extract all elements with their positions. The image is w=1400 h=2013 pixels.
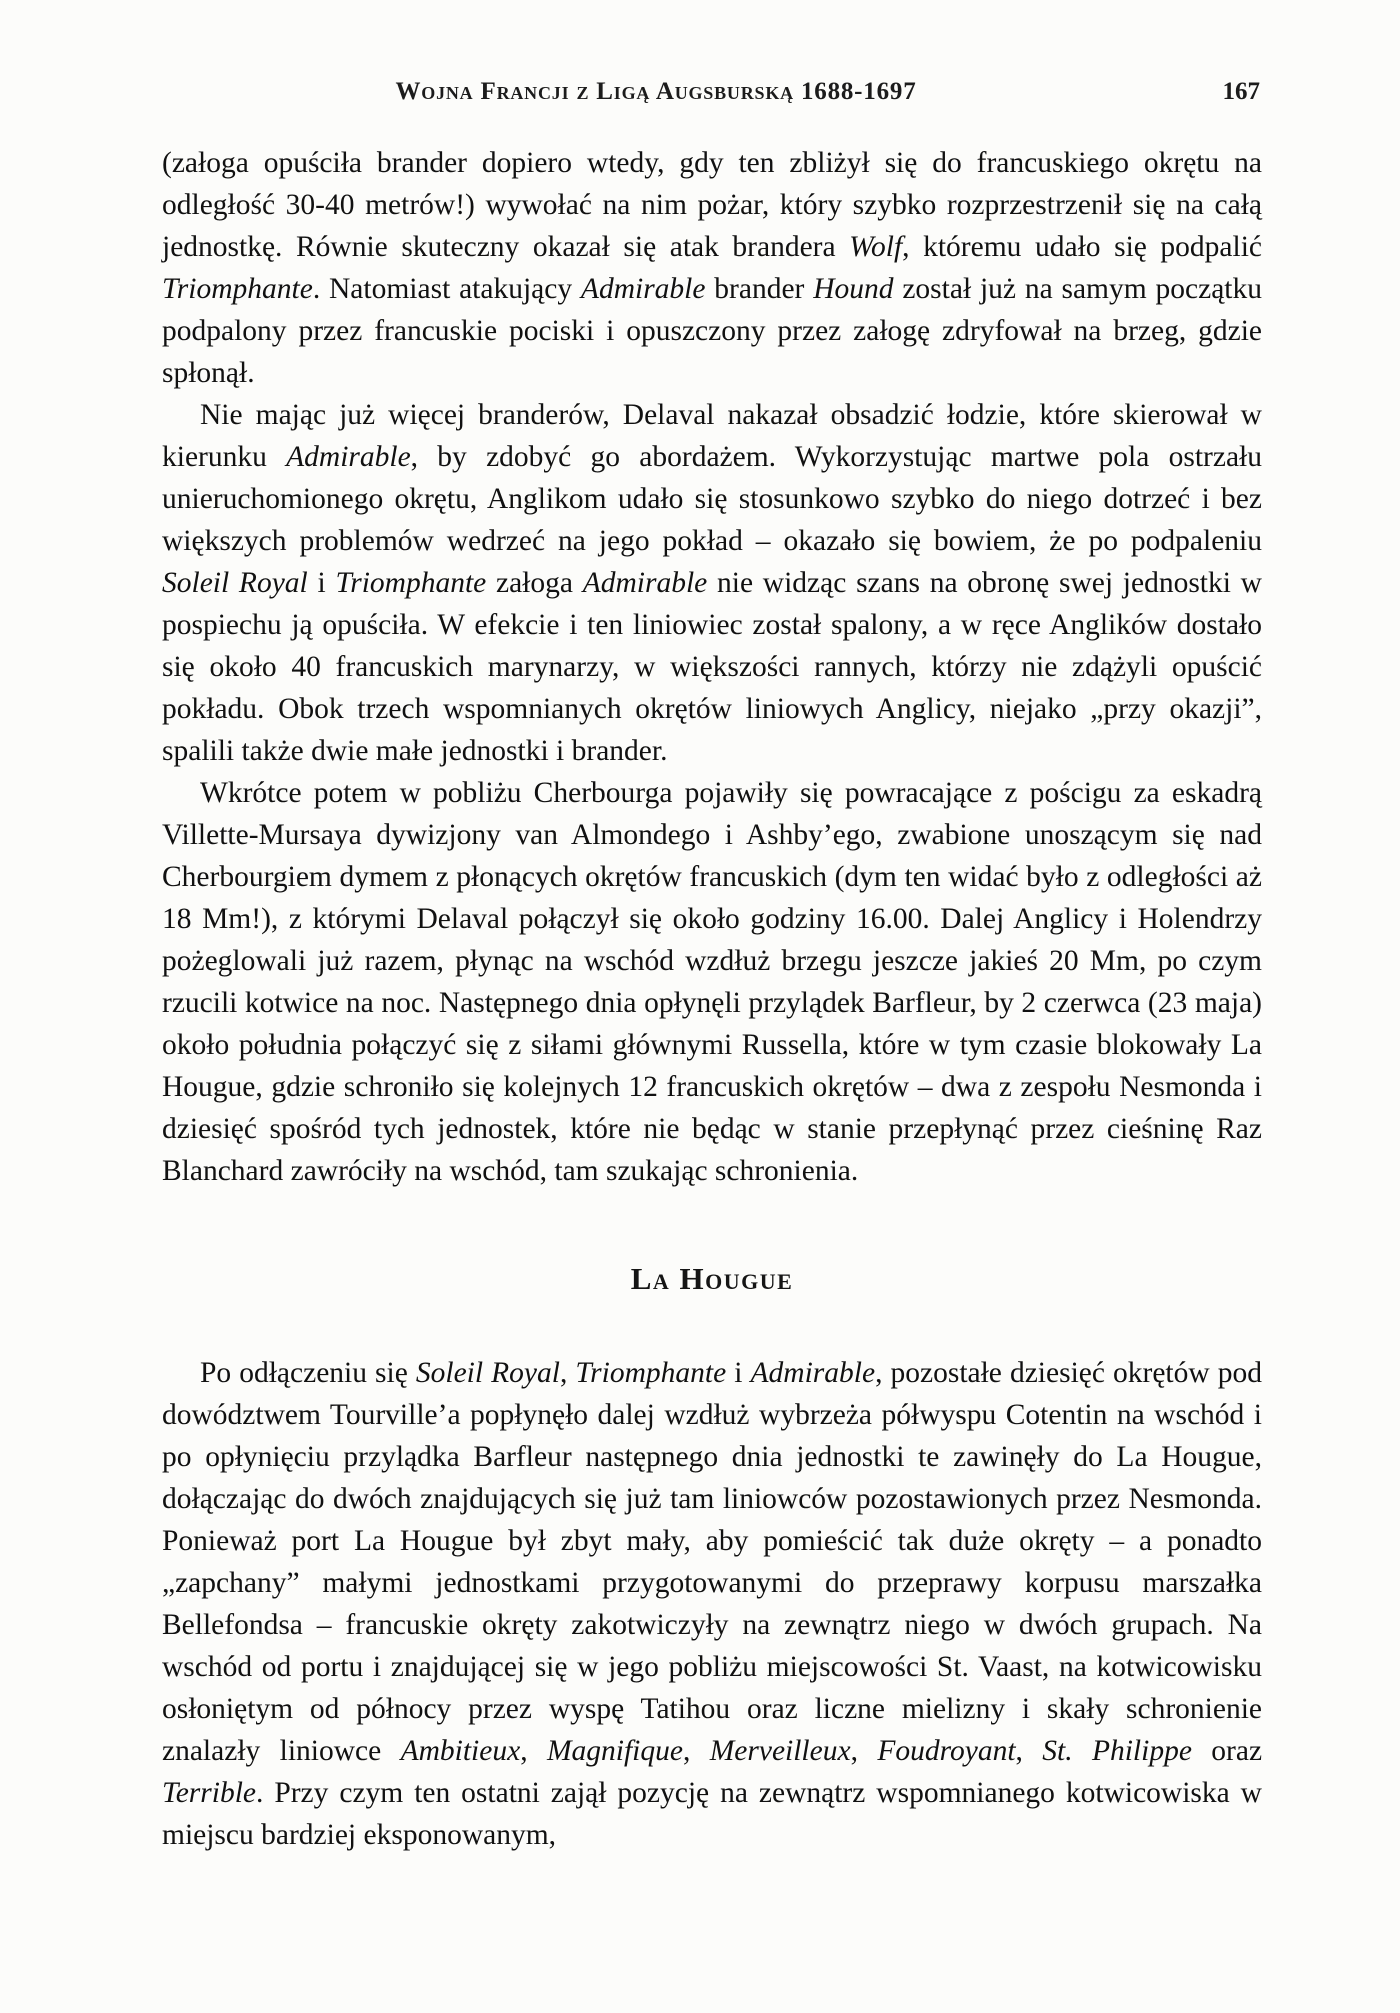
text-segment: ,	[520, 1735, 547, 1767]
paragraph	[162, 1352, 1262, 1856]
text-segment: , by zdobyć go abordażem. Wykorzystując martwe pola ostrzału unieruchomionego okrętu, Anglikom udało się stosunkowo szybko do niego dotrzeć i bez większych problemów wedrzeć na jego pokład – okazało się bowiem, że po podpaleniu	[162, 441, 1262, 557]
ship-name-italic: Soleil Royal	[415, 1357, 560, 1389]
page-body	[162, 142, 1262, 1856]
text-segment: (załoga opuściła brander dopiero wtedy, gdy ten zbliżył się do francuskiego okrętu na odległość 30-40 metrów!) wywołać na nim pożar, który szybko rozprzestrzenił się na całą jednostkę. Równie skuteczny okazał się atak brandera	[162, 147, 1262, 263]
ship-name-italic: Merveilleux	[709, 1735, 851, 1767]
text-segment: i	[726, 1357, 751, 1389]
running-head	[162, 78, 1260, 112]
ship-name-italic: Wolf	[849, 231, 903, 263]
text-segment: Po odłączeniu się	[200, 1357, 416, 1389]
text-segment: nie widząc szans na obronę swej jednostki w pospiechu ją opuściła. W efekcie i ten liniowiec został spalony, a w ręce Anglików dostało się około 40 francuskich marynarzy, w większości rannych, którzy nie zdążyli opuścić pokładu. Obok trzech wspomnianych okrętów liniowych Anglicy, niejako „przy okazji”, spalili także dwie małe jednostki i brander.	[162, 567, 1262, 767]
paragraph	[162, 772, 1262, 1192]
text-segment: ,	[850, 1735, 878, 1767]
ship-name-italic: Soleil Royal	[162, 567, 308, 599]
ship-name-italic: Ambitieux	[400, 1735, 521, 1767]
ship-name-italic: Foudroyant	[877, 1735, 1016, 1767]
text-segment: . Przy czym ten ostatni zajął pozycję na zewnątrz wspomnianego kotwicowiska w miejscu bardziej eksponowanym,	[162, 1777, 1262, 1851]
ship-name-italic: Admirable	[582, 567, 708, 599]
ship-name-italic: Triomphante	[575, 1357, 727, 1389]
text-segment: ,	[682, 1735, 710, 1767]
ship-name-italic: Admirable	[286, 441, 411, 473]
ship-name-italic: Triomphante	[162, 273, 313, 305]
ship-name-italic: Terrible	[162, 1777, 256, 1809]
ship-name-italic: Triomphante	[335, 567, 487, 599]
text-segment: . Natomiast atakujący	[312, 273, 581, 305]
text-segment: został już na samym początku podpalony przez francuskie pociski i opuszczony przez załogę zdryfował na brzeg, gdzie spłonął.	[162, 273, 1262, 389]
paragraph	[162, 142, 1262, 394]
page-number: 167	[1222, 78, 1260, 105]
paragraph	[162, 394, 1262, 772]
text-segment: załoga	[486, 567, 583, 599]
ship-name-italic: St. Philippe	[1042, 1735, 1192, 1767]
text-segment: ,	[1015, 1735, 1043, 1767]
chapter-title: Wojna Francji z Ligą Augsburską 1688-1697	[395, 78, 917, 105]
text-segment: oraz	[1191, 1735, 1263, 1767]
ship-name-italic: Magnifique	[546, 1735, 683, 1767]
ship-name-italic: Hound	[813, 273, 894, 305]
text-segment: , pozostałe dziesięć okrętów pod dowództwem Tourville’a popłynęło dalej wzdłuż wybrzeża półwyspu Cotentin na wschód i po opłynięciu przylądka Barfleur następnego dnia jednostki te zawinęły do La Hougue, dołączając do dwóch znajdujących się już tam liniowców pozostawionych przez Nesmonda. Ponieważ port La Hougue był zbyt mały, aby pomieścić tak duże okręty – a ponadto „zapchany” małymi jednostkami przygotowanymi do przeprawy korpusu marszałka Bellefondsa – francuskie okręty zakotwiczyły na zewnątrz niego w dwóch grupach. Na wschód od portu i znajdującej się w jego pobliżu miejscowości St. Vaast, na kotwicowisku osłoniętym od północy przez wyspę Tatihou oraz liczne mielizny i skały schronienie znalazły liniowce	[162, 1357, 1262, 1767]
text-segment: ,	[559, 1357, 576, 1389]
ship-name-italic: Admirable	[750, 1357, 876, 1389]
ship-name-italic: Admirable	[580, 273, 706, 305]
text-segment: , któremu udało się podpalić	[902, 231, 1262, 263]
text-segment: i	[307, 567, 336, 599]
text-segment: Wkrótce potem w pobliżu Cherbourga pojawiły się powracające z pościgu za eskadrą Villette-Mursaya dywizjony van Almondego i Ashby’ego, zwabione unoszącym się nad Cherbourgiem dymem z płonących okrętów francuskich (dym ten widać było z odległości aż 18 Mm!), z którymi Delaval połączył się około godziny 16.00. Dalej Anglicy i Holendrzy pożeglowali już razem, płynąc na wschód wzdłuż brzegu jeszcze jakieś 20 Mm, po czym rzucili kotwice na noc. Następnego dnia opłynęli przylądek Barfleur, by 2 czerwca (23 maja) około południa połączyć się z siłami głównymi Russella, które w tym czasie blokowały La Hougue, gdzie schroniło się kolejnych 12 francuskich okrętów – dwa z zespołu Nesmonda i dziesięć spośród tych jednostek, które nie będąc w stanie przepłynąć przez cieśninę Raz Blanchard zawróciły na wschód, tam szukając schronienia.	[162, 777, 1262, 1187]
text-segment: brander	[705, 273, 814, 305]
section-heading: La Hougue	[630, 1261, 794, 1296]
text-segment: Nie mając już więcej branderów, Delaval nakazał obsadzić łodzie, które skierował w kierunku	[162, 399, 1262, 473]
